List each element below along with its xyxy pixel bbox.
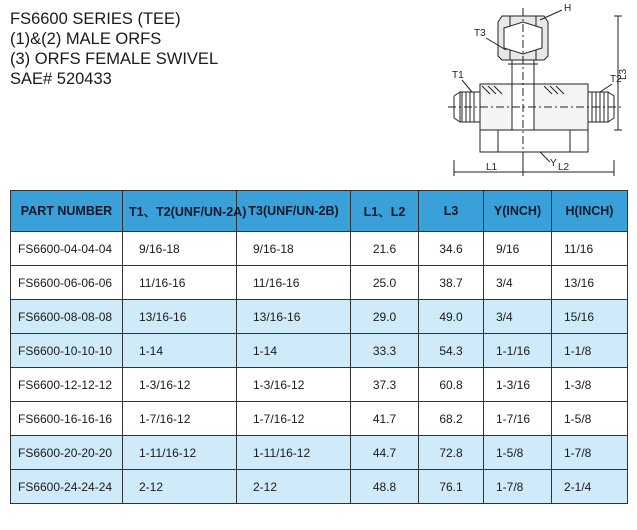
y-cell: 1-5/8: [484, 436, 552, 470]
t1-t2-thread-cell: 1-3/16-12: [123, 368, 237, 402]
t1-t2-thread-cell: 1-7/16-12: [123, 402, 237, 436]
header-t3: T3(UNF/UN-2B): [237, 191, 351, 232]
table-row: [11, 266, 628, 300]
h-cell: 1-5/8: [552, 402, 628, 436]
l3-cell: 68.2: [419, 402, 484, 436]
female-swivel-note: (3) ORFS FEMALE SWIVEL: [10, 50, 219, 68]
t3-thread-cell: 2-12: [237, 470, 351, 504]
t3-thread-cell: 1-3/16-12: [237, 368, 351, 402]
header-l1-l2: L1、L2: [351, 191, 419, 232]
h-cell: 1-7/8: [552, 436, 628, 470]
l1-l2-cell: 48.8: [351, 470, 419, 504]
h-cell: 2-1/4: [552, 470, 628, 504]
y-cell: 3/4: [484, 266, 552, 300]
t1-t2-thread-cell: 2-12: [123, 470, 237, 504]
dim-label-l1: L1: [486, 162, 498, 173]
part-number-cell: FS6600-06-06-06: [11, 266, 123, 300]
dim-label-t2: T2: [610, 74, 622, 85]
title-block: [10, 9, 218, 89]
y-cell: 9/16: [484, 232, 552, 266]
male-orfs-note: (1)&(2) MALE ORFS: [10, 30, 162, 48]
t1-t2-thread-cell: 11/16-16: [123, 266, 237, 300]
part-number-cell: FS6600-04-04-04: [11, 232, 123, 266]
t1-t2-thread-cell: 1-11/16-12: [123, 436, 237, 470]
l3-cell: 34.6: [419, 232, 484, 266]
l3-cell: 54.3: [419, 334, 484, 368]
h-cell: 1-3/8: [552, 368, 628, 402]
h-cell: 11/16: [552, 232, 628, 266]
dim-label-t3: T3: [474, 28, 486, 39]
part-number-cell: FS6600-16-16-16: [11, 402, 123, 436]
t3-thread-cell: 1-14: [237, 334, 351, 368]
t1-t2-thread-cell: 13/16-16: [123, 300, 237, 334]
dim-label-h: H: [564, 3, 572, 14]
t1-t2-thread-cell: 9/16-18: [123, 232, 237, 266]
table-row: [11, 368, 628, 402]
table-row: [11, 232, 628, 266]
part-number-cell: FS6600-10-10-10: [11, 334, 123, 368]
header-part-number: PART NUMBER: [11, 191, 123, 232]
l3-cell: 60.8: [419, 368, 484, 402]
table-row: [11, 300, 628, 334]
y-cell: 1-7/8: [484, 470, 552, 504]
header-l3: L3: [419, 191, 484, 232]
l3-cell: 49.0: [419, 300, 484, 334]
t3-thread-cell: 13/16-16: [237, 300, 351, 334]
dim-label-l2: L2: [558, 162, 570, 173]
sae-number: SAE# 520433: [10, 70, 112, 88]
l1-l2-cell: 25.0: [351, 266, 419, 300]
series-title: FS6600 SERIES (TEE): [10, 10, 181, 28]
l3-cell: 72.8: [419, 436, 484, 470]
t3-thread-cell: 11/16-16: [237, 266, 351, 300]
table-header-row: [11, 191, 628, 232]
header-y: Y(INCH): [484, 191, 552, 232]
y-cell: 1-1/16: [484, 334, 552, 368]
part-number-cell: FS6600-12-12-12: [11, 368, 123, 402]
t1-t2-thread-cell: 1-14: [123, 334, 237, 368]
table-row: [11, 402, 628, 436]
dim-label-l3: L3: [618, 68, 629, 80]
header-h: H(INCH): [552, 191, 628, 232]
l1-l2-cell: 33.3: [351, 334, 419, 368]
l1-l2-cell: 44.7: [351, 436, 419, 470]
table-row: [11, 470, 628, 504]
l1-l2-cell: 37.3: [351, 368, 419, 402]
dim-label-y: Y: [550, 158, 557, 169]
y-cell: 3/4: [484, 300, 552, 334]
h-cell: 13/16: [552, 266, 628, 300]
h-cell: 1-1/8: [552, 334, 628, 368]
dimensions-table: [10, 190, 628, 504]
l1-l2-cell: 21.6: [351, 232, 419, 266]
dim-label-t1: T1: [452, 70, 464, 81]
l1-l2-cell: 29.0: [351, 300, 419, 334]
t3-thread-cell: 1-11/16-12: [237, 436, 351, 470]
y-cell: 1-7/16: [484, 402, 552, 436]
part-number-cell: FS6600-24-24-24: [11, 470, 123, 504]
h-cell: 15/16: [552, 300, 628, 334]
t3-thread-cell: 1-7/16-12: [237, 402, 351, 436]
y-cell: 1-3/16: [484, 368, 552, 402]
table-row: [11, 334, 628, 368]
l3-cell: 38.7: [419, 266, 484, 300]
part-number-cell: FS6600-20-20-20: [11, 436, 123, 470]
t3-thread-cell: 9/16-18: [237, 232, 351, 266]
l1-l2-cell: 41.7: [351, 402, 419, 436]
table-row: [11, 436, 628, 470]
part-number-cell: FS6600-08-08-08: [11, 300, 123, 334]
header-t1-t2: T1、T2(UNF/UN-2A): [123, 191, 237, 232]
tee-fitting-drawing: [440, 0, 637, 185]
l3-cell: 76.1: [419, 470, 484, 504]
